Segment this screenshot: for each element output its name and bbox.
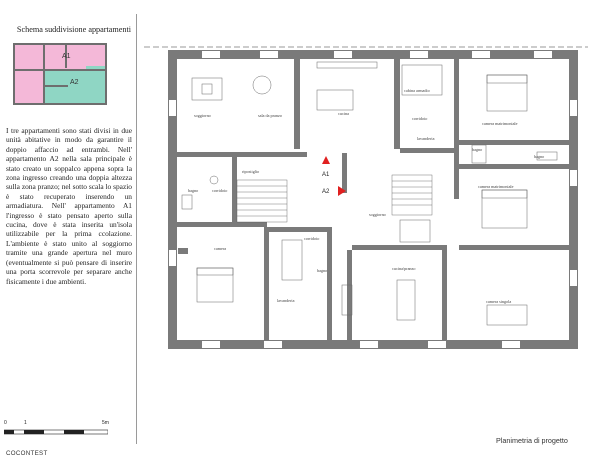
scale-bar: [4, 428, 108, 438]
room-corridoio-2: corridoio: [212, 188, 228, 193]
room-corridoio-1: corridoio: [412, 116, 428, 121]
keyplan: [8, 38, 112, 110]
divider: [136, 14, 137, 444]
room-soggiorno-b: soggiorno: [369, 212, 386, 217]
keyplan-label-a2: A2: [70, 79, 79, 86]
room-bagno-2: bagno: [534, 154, 545, 159]
staircase: [237, 175, 432, 222]
room-camera: camera: [214, 246, 227, 251]
room-bagno-4: bagno: [317, 268, 328, 273]
windows: [169, 51, 577, 348]
furniture: [182, 62, 557, 325]
sidebar-title: Schema suddivisione appartamenti: [16, 25, 132, 34]
room-soggiorno-a: soggiorno: [194, 113, 211, 118]
keyplan-label-a1: A1: [62, 53, 71, 60]
room-lavanderia-2: lavanderia: [277, 298, 295, 303]
room-bagno-3: bagno: [188, 188, 199, 193]
room-cabina-armadio: cabina armadio: [404, 88, 430, 93]
room-ripostiglio: ripostiglio: [242, 169, 260, 174]
sidebar: [0, 0, 138, 460]
scale-label-5m: 5m: [102, 420, 109, 426]
brand-logo: COCONTEST: [6, 450, 48, 457]
sidebar-description: I tre appartamenti sono stati divisi in due unità abitative in modo da garantire il doppio affaccio ad entrambi. Nell' appartamento A2 nella sala principale è stato creato un soppalco appena sopra la zona ingresso creando una doppia altezza sulla zona pranzo; nel sotto scala lo spazio è stato recuperato inserendo un armadiatura. Nell' appartamento A1 l'ingresso è stato pensato aperto sulla cucina, dove è stata inserita un'isola utilizzabile per la prima ccolazione. L'ambiente è stato unito al soggiorno tramite una grande apertura nel muro (eventualmente si può pensare di inserire una porta scorrevole per separare anche fisicamente i due ambienti.: [6, 126, 132, 286]
marker-a1-label: A1: [322, 172, 330, 178]
room-lavanderia-1: lavanderia: [417, 136, 435, 141]
scale-label-1: 1: [24, 420, 27, 426]
room-sala-pranzo: sala da pranzo: [258, 113, 282, 118]
room-labels: [188, 88, 544, 304]
room-camera-matrimoniale-2: camera matrimoniale: [478, 184, 514, 189]
room-corridoio-3: corridoio: [304, 236, 320, 241]
outer-walls: [168, 50, 578, 349]
room-camera-singola: camera singola: [486, 299, 512, 304]
interior-walls: [177, 59, 569, 340]
plan-caption: Planimetria di progetto: [496, 436, 568, 445]
room-camera-matrimoniale-1: camera matrimoniale: [482, 121, 518, 126]
keyplan-a1-lower: [14, 70, 44, 104]
marker-a1-arrow: [322, 156, 330, 164]
marker-a2-label: A2: [322, 189, 330, 195]
room-cucina-pranzo: cucina/pranzo: [392, 266, 416, 271]
scale-label-0: 0: [4, 420, 7, 426]
room-cucina: cucina: [338, 111, 349, 116]
floor-plan: [142, 40, 590, 360]
room-bagno-1: bagno: [472, 147, 483, 152]
